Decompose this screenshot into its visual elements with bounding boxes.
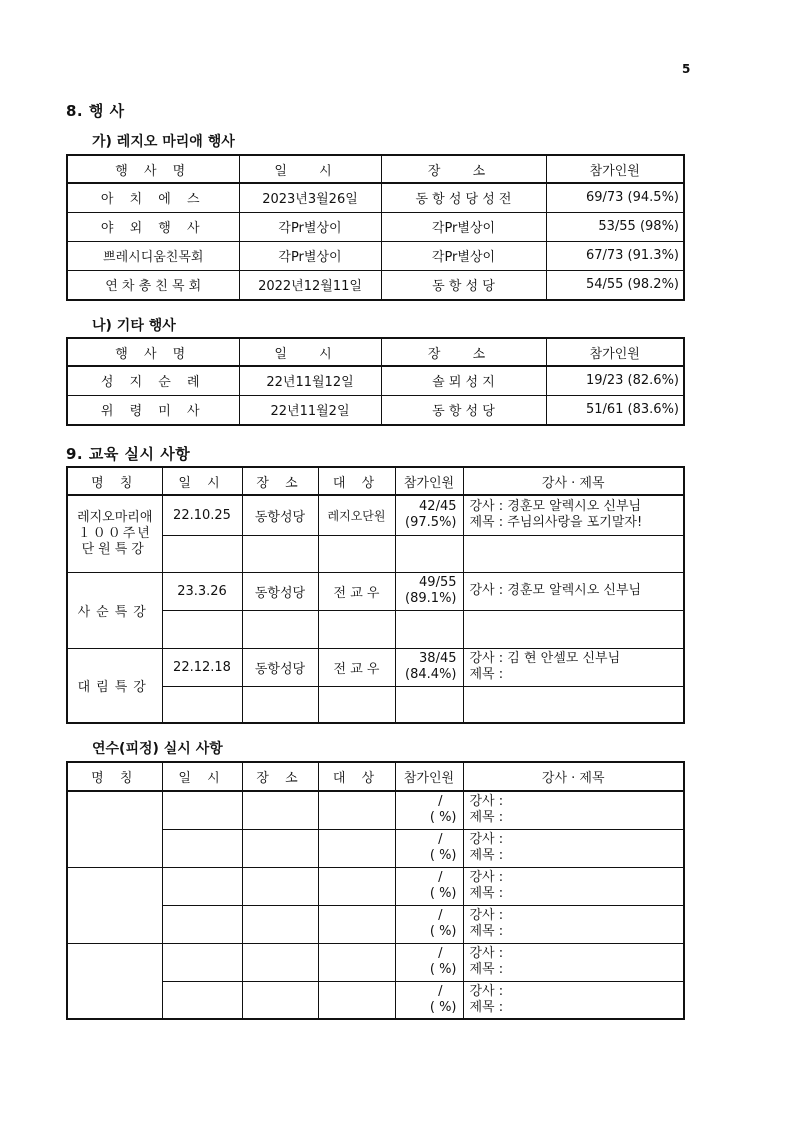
table-row	[67, 943, 684, 981]
section8b-title: 나) 기타 행사	[92, 318, 176, 334]
event-date: 2023년3월26일	[239, 183, 381, 212]
table-row	[67, 395, 684, 425]
training-lecturer-topic: 강사 : 제목 :	[463, 791, 684, 829]
education-name: 대림특강	[67, 648, 162, 723]
table-row	[67, 366, 684, 395]
training-participants: / ( %)	[395, 791, 463, 829]
training-participants: / ( %)	[395, 981, 463, 1019]
header-target: 대 상	[318, 467, 395, 495]
table-row	[67, 495, 684, 535]
table-row	[67, 791, 684, 829]
event-date: 각Pr별상이	[239, 212, 381, 241]
header-participants: 참가인원	[546, 338, 684, 366]
education-date: 23.3.26	[162, 572, 242, 610]
table-row	[67, 867, 684, 905]
table-row	[67, 212, 684, 241]
event-name: 아 치 에 스	[67, 183, 239, 212]
header-lecturer-topic: 강사 · 제목	[463, 762, 684, 791]
education-place: 동항성당	[242, 572, 318, 610]
header-event-name: 행 사 명	[67, 338, 239, 366]
event-place: 동 항 성 당	[381, 270, 546, 300]
header-date: 일 시	[239, 338, 381, 366]
education-target: 전 교 우	[318, 572, 395, 610]
training-title: 연수(피정) 실시 사항	[92, 741, 223, 757]
header-place: 장 소	[381, 338, 546, 366]
education-place: 동항성당	[242, 495, 318, 535]
event-name: 야 외 행 사	[67, 212, 239, 241]
event-date: 22년11월2일	[239, 395, 381, 425]
education-table	[66, 466, 685, 724]
header-participants: 참가인원	[395, 467, 463, 495]
education-name: 사순특강	[67, 572, 162, 648]
education-target: 레지오단원	[318, 495, 395, 535]
education-target: 전 교 우	[318, 648, 395, 686]
event-date: 각Pr별상이	[239, 241, 381, 270]
header-participants: 참가인원	[546, 155, 684, 183]
table-row	[67, 241, 684, 270]
section8-title: 8. 행 사	[66, 102, 125, 120]
training-lecturer-topic: 강사 : 제목 :	[463, 829, 684, 867]
header-participants: 참가인원	[395, 762, 463, 791]
event-name: 성 지 순 례	[67, 366, 239, 395]
section9-title: 9. 교육 실시 사항	[66, 445, 191, 463]
event-participants: 19/23 (82.6%)	[546, 366, 684, 395]
event-name: 쁘레시디움친목회	[67, 241, 239, 270]
training-lecturer-topic: 강사 : 제목 :	[463, 905, 684, 943]
header-name: 명 칭	[67, 762, 162, 791]
event-participants: 53/55 (98%)	[546, 212, 684, 241]
events-table-a	[66, 154, 685, 301]
header-place: 장 소	[242, 762, 318, 791]
event-date: 2022년12월11일	[239, 270, 381, 300]
event-participants: 51/61 (83.6%)	[546, 395, 684, 425]
training-participants: / ( %)	[395, 829, 463, 867]
page-number: 5	[682, 62, 691, 76]
event-place: 솔 뫼 성 지	[381, 366, 546, 395]
table-row	[67, 183, 684, 212]
education-participants: 42/45 (97.5%)	[395, 495, 463, 535]
event-participants: 67/73 (91.3%)	[546, 241, 684, 270]
education-lecturer-topic: 강사 : 경훈모 알렉시오 신부님 제목 : 주님의사랑을 포기말자!	[463, 495, 684, 535]
header-target: 대 상	[318, 762, 395, 791]
education-lecturer-topic: 강사 : 경훈모 알렉시오 신부님	[463, 572, 684, 610]
header-event-name: 행 사 명	[67, 155, 239, 183]
training-participants: / ( %)	[395, 943, 463, 981]
event-place: 동 항 성 당	[381, 395, 546, 425]
education-name: 레지오마리애 １００주년 단원특강	[67, 495, 162, 572]
table-row	[67, 270, 684, 300]
header-lecturer-topic: 강사 · 제목	[463, 467, 684, 495]
training-lecturer-topic: 강사 : 제목 :	[463, 981, 684, 1019]
event-date: 22년11월12일	[239, 366, 381, 395]
header-date: 일 시	[162, 467, 242, 495]
event-place: 각Pr별상이	[381, 241, 546, 270]
education-participants: 38/45 (84.4%)	[395, 648, 463, 686]
event-name: 연 차 총 친 목 회	[67, 270, 239, 300]
training-lecturer-topic: 강사 : 제목 :	[463, 943, 684, 981]
header-date: 일 시	[162, 762, 242, 791]
section8a-title: 가) 레지오 마리애 행사	[92, 134, 235, 150]
training-lecturer-topic: 강사 : 제목 :	[463, 867, 684, 905]
event-place: 각Pr별상이	[381, 212, 546, 241]
event-participants: 54/55 (98.2%)	[546, 270, 684, 300]
header-name: 명 칭	[67, 467, 162, 495]
event-name: 위 령 미 사	[67, 395, 239, 425]
training-participants: / ( %)	[395, 867, 463, 905]
event-place: 동 항 성 당 성 전	[381, 183, 546, 212]
education-date: 22.10.25	[162, 495, 242, 535]
education-place: 동항성당	[242, 648, 318, 686]
header-place: 장 소	[242, 467, 318, 495]
header-place: 장 소	[381, 155, 546, 183]
education-lecturer-topic: 강사 : 김 현 안셀모 신부님 제목 :	[463, 648, 684, 686]
training-participants: / ( %)	[395, 905, 463, 943]
event-participants: 69/73 (94.5%)	[546, 183, 684, 212]
training-table	[66, 761, 685, 1020]
table-row	[67, 648, 684, 686]
header-date: 일 시	[239, 155, 381, 183]
table-row	[67, 572, 684, 610]
education-date: 22.12.18	[162, 648, 242, 686]
events-table-b	[66, 337, 685, 426]
education-participants: 49/55 (89.1%)	[395, 572, 463, 610]
